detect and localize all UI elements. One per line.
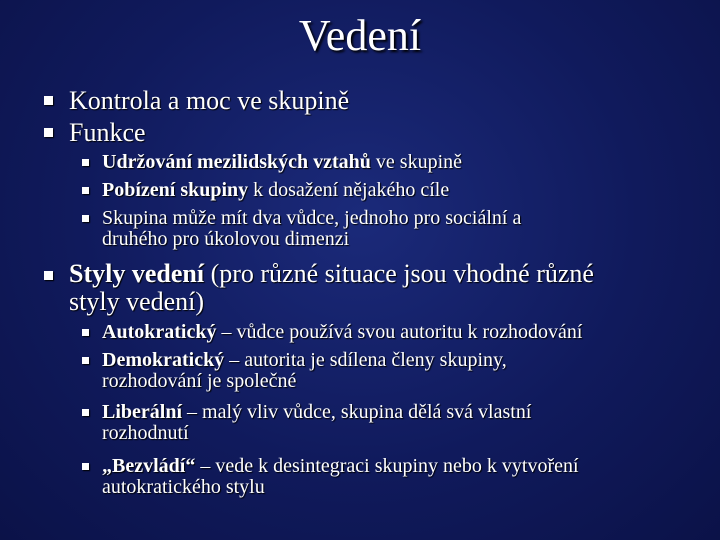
bullet-square — [82, 357, 89, 364]
bullet-item-functions: Funkce — [69, 118, 146, 147]
sub-item-autocratic: Autokratický – vůdce používá svou autoritu k rozhodování — [102, 321, 583, 343]
bullet-square — [82, 215, 89, 222]
bullet-square — [82, 159, 89, 166]
sub-item-relationships: Udržování mezilidských vztahů ve skupině — [102, 151, 462, 173]
sub-item-motivation: Pobízení skupiny k dosažení nějakého cíle — [102, 179, 450, 201]
bullet-square — [44, 128, 53, 137]
sub-item-anarchy: „Bezvládí“ – vede k desintegraci skupiny nebo k vytvoření autokratického stylu — [102, 455, 579, 498]
bullet-item-control: Kontrola a moc ve skupině — [69, 86, 350, 115]
bullet-square — [82, 463, 89, 470]
sub-item-democratic: Demokratický – autorita je sdílena členy skupiny, rozhodování je společné — [102, 349, 507, 392]
bullet-square — [82, 329, 89, 336]
bullet-item-styles: Styly vedení (pro různé situace jsou vhodné různé styly vedení) — [69, 259, 594, 316]
bullet-square — [44, 96, 53, 105]
slide-title: Vedení — [298, 11, 422, 60]
bullet-square — [82, 187, 89, 194]
sub-item-two-leaders: Skupina může mít dva vůdce, jednoho pro sociální a druhého pro úkolovou dimenzi — [102, 207, 522, 250]
bullet-square — [82, 409, 89, 416]
bullet-square — [44, 271, 53, 280]
sub-item-liberal: Liberální – malý vliv vůdce, skupina dělá svá vlastní rozhodnutí — [102, 401, 532, 444]
